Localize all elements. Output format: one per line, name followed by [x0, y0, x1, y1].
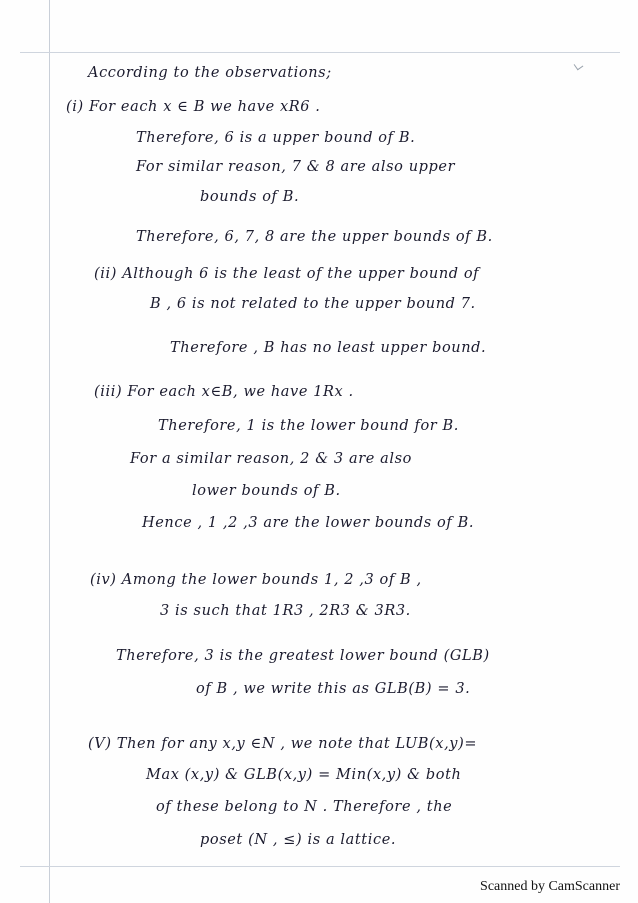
text-line: Therefore , B has no least upper bound.	[170, 340, 487, 356]
text-line: For a similar reason, 2 & 3 are also	[130, 451, 412, 467]
text-line: 3 is such that 1R3 , 2R3 & 3R3.	[160, 603, 411, 619]
heading-line: According to the observations;	[88, 65, 332, 81]
text-line: (iv) Among the lower bounds 1, 2 ,3 of B ,	[90, 572, 422, 588]
top-rule	[20, 52, 620, 53]
text-line: of B , we write this as GLB(B) = 3.	[196, 681, 471, 697]
text-line: (ii) Although 6 is the least of the upper bound of	[94, 266, 480, 282]
text-line: Hence , 1 ,2 ,3 are the lower bounds of B.	[142, 515, 475, 531]
text-line: bounds of B.	[200, 189, 300, 205]
bottom-rule	[20, 866, 620, 867]
text-line: Therefore, 1 is the lower bound for B.	[158, 418, 459, 434]
text-line: of these belong to N . Therefore , the	[156, 799, 453, 815]
text-line: (V) Then for any x,y ∈N , we note that LUB(x,y)=	[88, 736, 478, 752]
margin-rule	[49, 0, 50, 903]
text-line: poset (N , ≤) is a lattice.	[200, 832, 397, 848]
text-line: Therefore, 3 is the greatest lower bound (GLB)	[116, 648, 490, 664]
text-line: lower bounds of B.	[192, 483, 341, 499]
text-line: Max (x,y) & GLB(x,y) = Min(x,y) & both	[146, 767, 462, 783]
text-line: Therefore, 6 is a upper bound of B.	[136, 130, 416, 146]
text-line: (iii) For each x∈B, we have 1Rx .	[94, 384, 354, 400]
pen-mark	[574, 61, 584, 71]
scanner-watermark: Scanned by CamScanner	[480, 879, 620, 894]
text-line: Therefore, 6, 7, 8 are the upper bounds of B.	[136, 229, 493, 245]
text-line: (i) For each x ∈ B we have xR6 .	[66, 99, 321, 115]
text-line: For similar reason, 7 & 8 are also upper	[136, 159, 456, 175]
text-line: B , 6 is not related to the upper bound 7.	[150, 296, 476, 312]
